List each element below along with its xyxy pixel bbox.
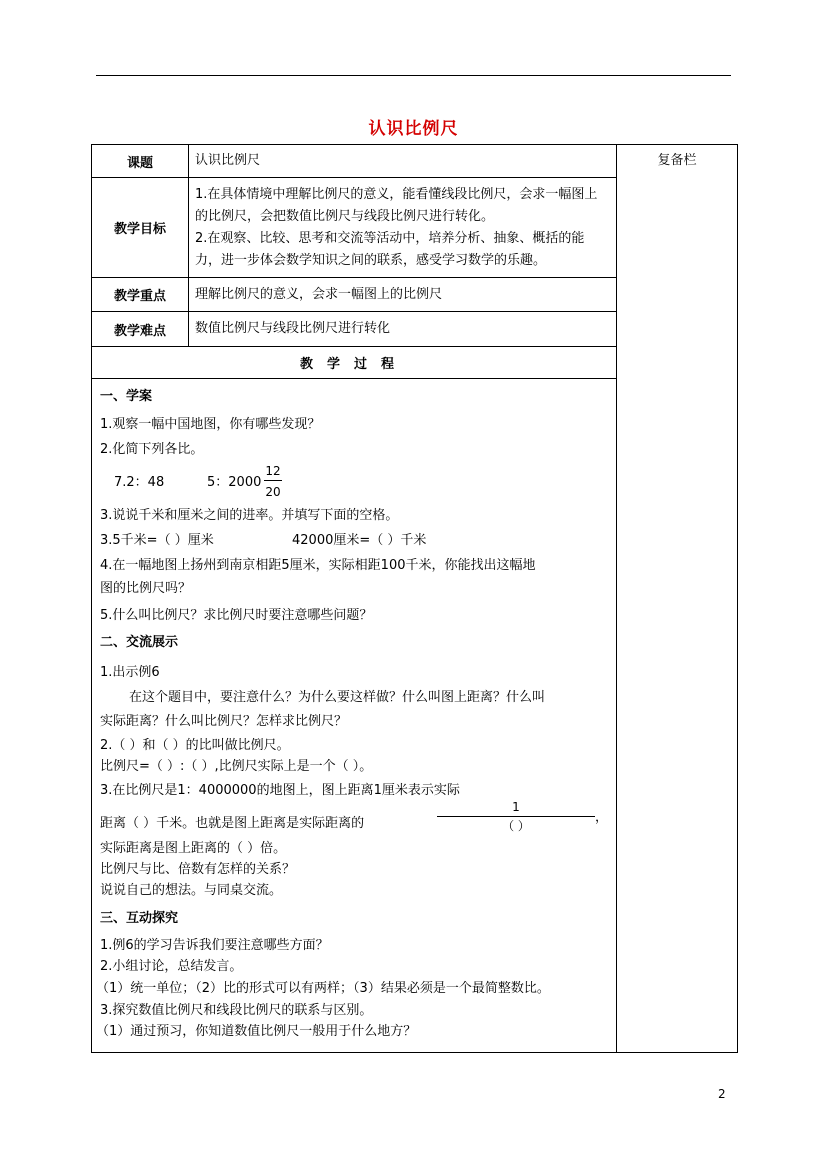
content-line: 1.例6的学习告诉我们要注意哪些方面？ (100, 938, 329, 953)
fraction-bar (437, 816, 595, 817)
content-line: 图的比例尺吗？ (100, 581, 192, 596)
process-content (92, 379, 617, 1053)
content-line: 3.在比例尺是1：4000000的地图上，图上距离1厘米表示实际 (100, 783, 460, 798)
content-line: 说说自己的想法。与同桌交流。 (100, 883, 283, 898)
content-line: 实际距离是图上距离的（ ）倍。 (100, 841, 287, 856)
content-line: 在这个题目中，要注意什么？为什么要这样做？什么叫图上距离？什么叫 (129, 690, 546, 705)
content-line: 1.出示例6 (100, 665, 160, 680)
goal-1: 1.在具体情境中理解比例尺的意义，能看懂线段比例尺，会求一幅图上的比例尺，会把数值比例尺与线段比例尺进行转化。 (195, 186, 598, 224)
fraction-denominator: （ ） (502, 819, 530, 833)
page-number: 2 (718, 1087, 726, 1101)
topic-value: 认识比例尺 (189, 145, 617, 178)
topic-label: 课题 (92, 145, 189, 178)
goal-cell (189, 178, 617, 278)
lesson-plan-table (91, 144, 738, 1053)
content-line: 3.说说千米和厘米之间的进率。并填写下面的空格。 (100, 508, 399, 523)
content-line: 实际距离？什么叫比例尺？怎样求比例尺？ (100, 714, 348, 729)
ratio-item: 5：2000 (207, 475, 262, 490)
content-line: 比例尺与比、倍数有怎样的关系？ (100, 862, 296, 877)
difficulty-value: 数值比例尺与线段比例尺进行转化 (189, 312, 617, 347)
key-point-value: 理解比例尺的意义，会求一幅图上的比例尺 (189, 278, 617, 312)
content-line: （1）通过预习，你知道数值比例尺一般用于什么地方？ (96, 1024, 417, 1039)
content-line: 3.探究数值比例尺和线段比例尺的联系与区别。 (100, 1003, 373, 1018)
content-line: 1.观察一幅中国地图，你有哪些发现？ (100, 417, 321, 432)
section-heading: 二、交流展示 (100, 635, 179, 650)
section-heading: 一、学案 (100, 389, 153, 404)
content-line: ， (595, 810, 609, 825)
header-rule (96, 75, 731, 76)
fraction-bar (264, 480, 282, 481)
content-line: 2.化简下列各比。 (100, 442, 204, 457)
content-line: 比例尺=（ ）:（ ）,比例尺实际上是一个（ ）。 (100, 759, 373, 774)
side-notes-label: 复备栏 (657, 153, 697, 168)
content-line: （1）统一单位；（2）比的形式可以有两样；（3）结果必须是一个最简整数比。 (96, 981, 550, 996)
content-line: 5.什么叫比例尺？求比例尺时要注意哪些问题？ (100, 608, 373, 623)
key-point-label: 教学重点 (92, 278, 189, 312)
side-notes-column (617, 145, 738, 1053)
goal-label: 教学目标 (92, 178, 189, 278)
ratio-item: 7.2：48 (114, 475, 165, 490)
fraction-denominator: 20 (265, 485, 281, 499)
goal-2: 2.在观察、比较、思考和交流等活动中，培养分析、抽象、概括的能力，进一步体会数学知识之间的联系，感受学习数学的乐趣。 (195, 230, 585, 268)
fraction-numerator: 12 (265, 464, 281, 478)
fraction-numerator: 1 (512, 800, 520, 814)
section-heading: 三、互动探究 (100, 911, 179, 926)
page-title: 认识比例尺 (368, 119, 459, 139)
process-header: 教学过程 (92, 347, 617, 379)
content-line: 4.在一幅地图上扬州到南京相距5厘米，实际相距100千米，你能找出这幅地 (100, 558, 536, 573)
content-line: 2.（ ）和（ ）的比叫做比例尺。 (100, 738, 290, 753)
difficulty-label: 教学难点 (92, 312, 189, 347)
content-line: 42000厘米=（ ）千米 (292, 533, 427, 548)
content-line: 3.5千米=（ ）厘米 (100, 533, 214, 548)
content-line: 2.小组讨论，总结发言。 (100, 959, 243, 974)
content-line: 距离（ ）千米。也就是图上距离是实际距离的 (100, 816, 365, 831)
